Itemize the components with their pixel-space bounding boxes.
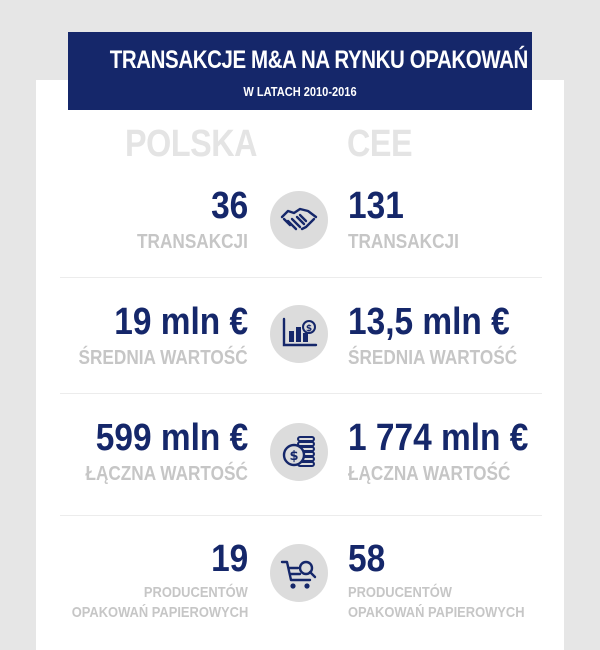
right-label-line-2: OPAKOWAŃ PAPIEROWYCH [348, 604, 525, 621]
right-label-line-1: PRODUCENTÓW [348, 584, 452, 601]
right-value: 13,5 mln € [348, 301, 510, 343]
svg-text:$: $ [289, 449, 299, 464]
bar-chart-dollar-icon [270, 305, 328, 363]
column-heading-cee: CEE [347, 123, 413, 165]
coins-stack-icon [270, 423, 328, 481]
stat-row-total-value [60, 417, 542, 497]
left-value: 36 [210, 185, 248, 227]
left-label: ŚREDNIA WARTOŚĆ [78, 347, 248, 369]
title-banner [68, 32, 532, 110]
left-label-line-2: OPAKOWAŃ PAPIEROWYCH [71, 604, 248, 621]
stat-row-transactions [60, 185, 542, 265]
right-label: ŚREDNIA WARTOŚĆ [348, 347, 518, 369]
right-label: TRANSAKCJI [348, 231, 459, 253]
left-label-line-1: PRODUCENTÓW [144, 584, 248, 601]
stat-row-producers [60, 538, 542, 628]
page-title: TRANSAKCJE M&A NA RYNKU OPAKOWAŃ [109, 46, 528, 74]
right-value: 1 774 mln € [348, 417, 529, 459]
handshake-icon [270, 191, 328, 249]
left-label: ŁĄCZNA WARTOŚĆ [85, 463, 248, 485]
right-label: ŁĄCZNA WARTOŚĆ [348, 463, 511, 485]
page-subtitle: W LATACH 2010-2016 [243, 84, 357, 99]
right-value: 131 [348, 185, 404, 227]
left-value: 599 mln € [95, 417, 248, 459]
left-value: 19 [210, 538, 248, 580]
right-value: 58 [348, 538, 386, 580]
cart-search-icon [270, 544, 328, 602]
left-value: 19 mln € [114, 301, 248, 343]
stat-row-average-value [60, 301, 542, 381]
row-divider [60, 393, 542, 394]
left-label: TRANSAKCJI [137, 231, 248, 253]
svg-text:$: $ [305, 324, 313, 334]
column-heading-poland: POLSKA [125, 123, 258, 165]
row-divider [60, 515, 542, 516]
row-divider [60, 277, 542, 278]
